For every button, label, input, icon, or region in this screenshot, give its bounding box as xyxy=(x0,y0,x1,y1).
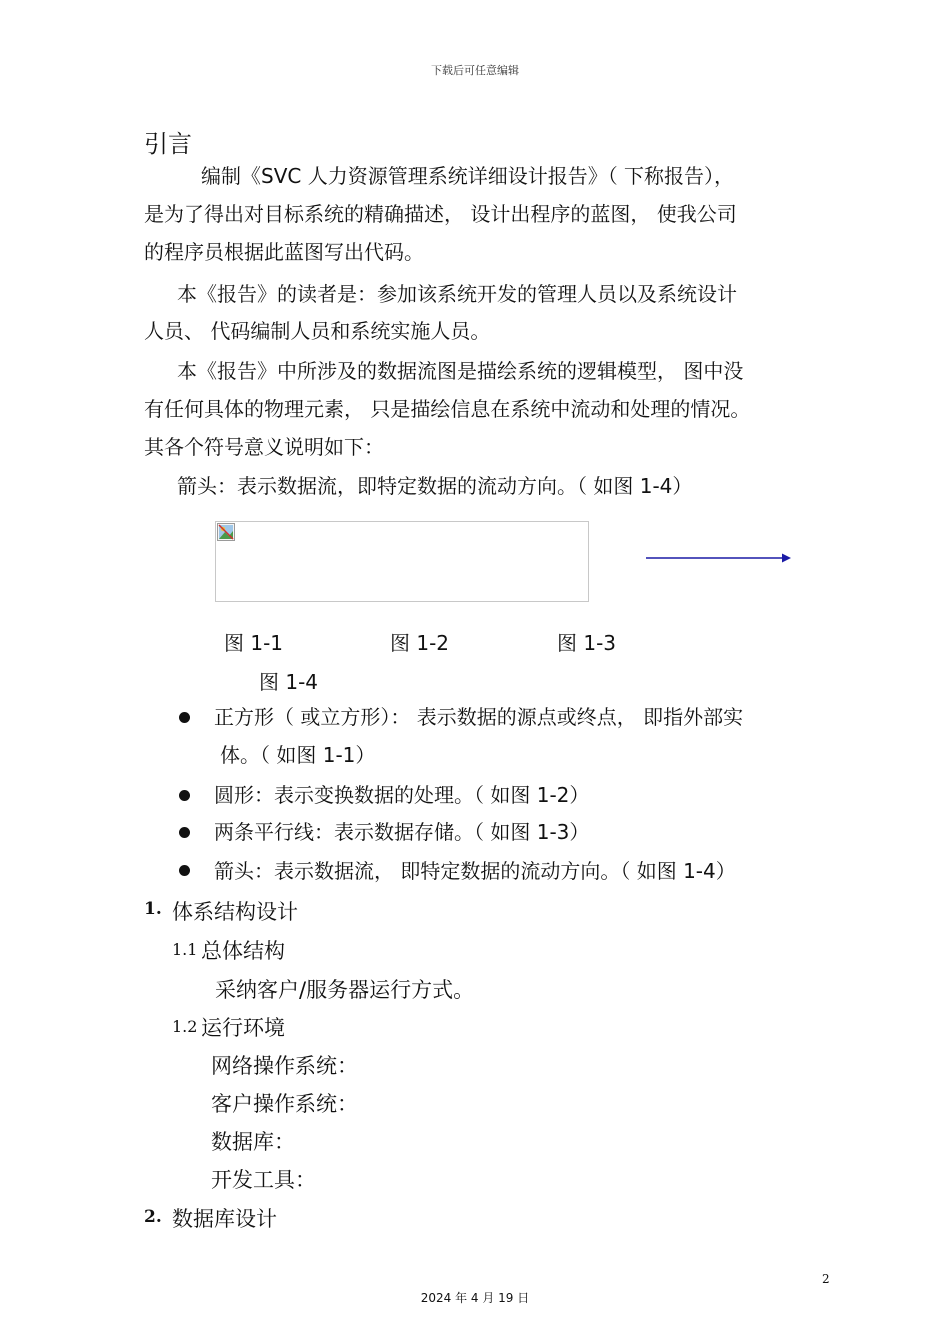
paragraph-dfd-line: 本《报告》中所涉及的数据流图是描绘系统的逻辑模型， 图中没 xyxy=(177,359,744,383)
figure-caption-1-2: 图 1-2 xyxy=(390,631,450,655)
subsection-title: 总体结构 xyxy=(201,939,285,963)
figure-caption-1-4: 图 1-4 xyxy=(259,670,319,694)
paragraph-dfd-line: 有任何具体的物理元素， 只是描绘信息在系统中流动和处理的情况。 xyxy=(144,397,751,421)
footer-date: 2024 年 4 月 19 日 xyxy=(420,1291,530,1305)
figure-caption-1-1: 图 1-1 xyxy=(224,631,284,655)
bullet-dot xyxy=(179,865,190,876)
env-item: 网络操作系统： xyxy=(211,1054,358,1078)
broken-image-icon xyxy=(217,523,235,541)
bullet-item: 正方形（ 或立方形）： 表示数据的源点或终点， 即指外部实 xyxy=(214,705,744,729)
paragraph-readers-line: 本《报告》的读者是：参加该系统开发的管理人员以及系统设计 xyxy=(177,282,737,306)
bullet-dot xyxy=(179,827,190,838)
env-item: 数据库： xyxy=(211,1130,295,1154)
env-item: 客户操作系统： xyxy=(211,1092,358,1116)
subsection-text: 采纳客户/服务器运行方式。 xyxy=(215,978,475,1002)
bullet-item-continuation: 体。（ 如图 1-1） xyxy=(220,743,376,767)
page-number: 2 xyxy=(822,1272,830,1286)
paragraph-readers-line: 人员、 代码编制人员和系统实施人员。 xyxy=(144,319,491,343)
bullet-dot xyxy=(179,712,190,723)
page-title: 引言 xyxy=(144,130,192,158)
section-number: 1. xyxy=(144,899,162,919)
bullet-item: 箭头：表示数据流， 即特定数据的流动方向。（ 如图 1-4） xyxy=(214,859,736,883)
bullet-dot xyxy=(179,790,190,801)
bullet-item: 两条平行线：表示数据存储。（ 如图 1-3） xyxy=(214,820,590,844)
header-note: 下载后可任意编辑 xyxy=(431,64,519,77)
section-title: 体系结构设计 xyxy=(172,900,298,924)
data-flow-arrow xyxy=(646,551,794,565)
env-item: 开发工具： xyxy=(211,1168,316,1192)
paragraph-dfd-line: 其各个符号意义说明如下： xyxy=(144,435,384,459)
bullet-item: 圆形：表示变换数据的处理。（ 如图 1-2） xyxy=(214,783,590,807)
paragraph-intro-line: 是为了得出对目标系统的精确描述， 设计出程序的蓝图， 使我公司 xyxy=(144,202,737,226)
paragraph-arrow-line: 箭头：表示数据流，即特定数据的流动方向。（ 如图 1-4） xyxy=(177,474,693,498)
section-number: 2. xyxy=(144,1207,162,1227)
section-title: 数据库设计 xyxy=(172,1207,277,1231)
figure-image-box xyxy=(215,521,589,602)
paragraph-intro-line: 编制《SVC 人力资源管理系统详细设计报告》（ 下称报告）， xyxy=(201,164,735,188)
subsection-title: 运行环境 xyxy=(201,1016,285,1040)
paragraph-intro-line: 的程序员根据此蓝图写出代码。 xyxy=(144,240,424,264)
subsection-number: 1.2 xyxy=(172,1017,198,1036)
subsection-number: 1.1 xyxy=(172,940,198,959)
figure-caption-1-3: 图 1-3 xyxy=(557,631,617,655)
